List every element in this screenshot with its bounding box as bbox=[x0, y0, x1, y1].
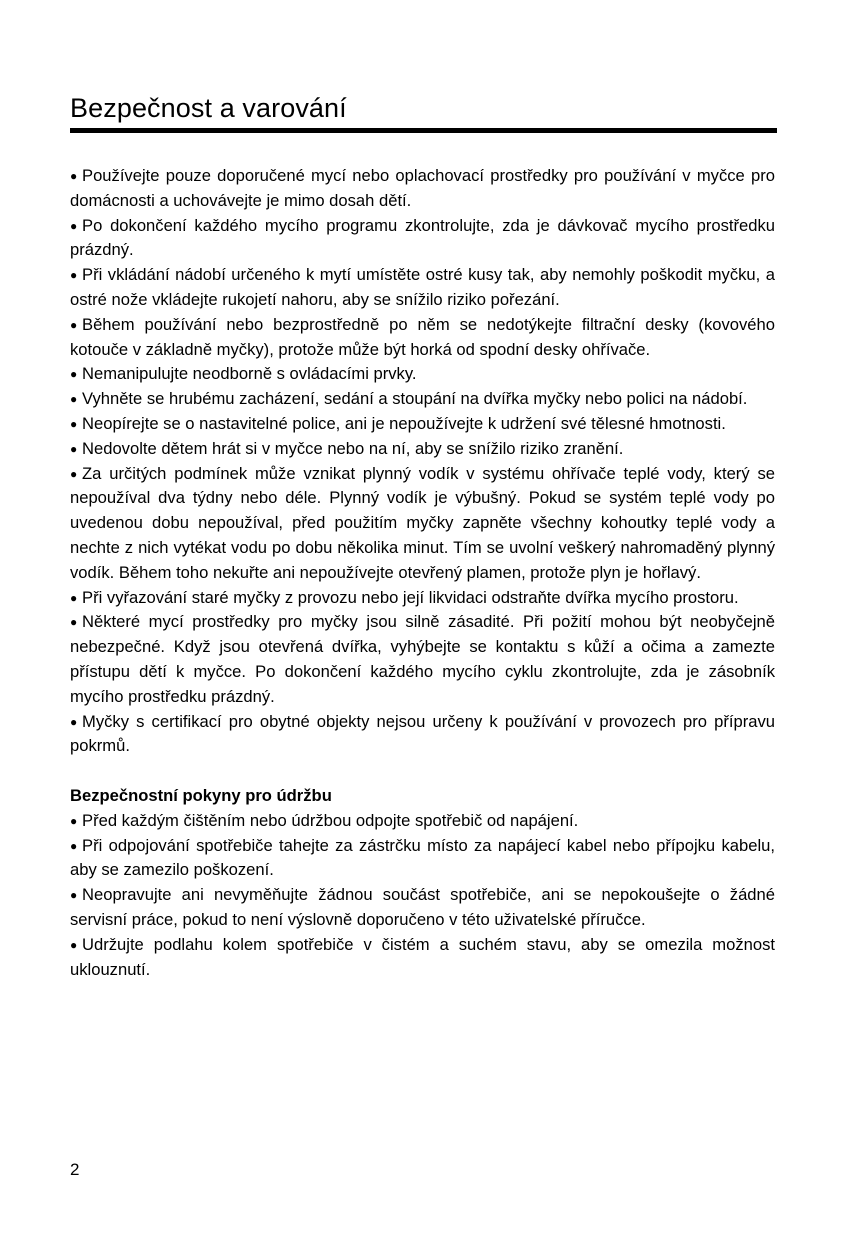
list-item-text: Některé mycí prostředky pro myčky jsou silně zásadité. Při požití mohou být neobyčejně nebezpečné. Když jsou otevřená dvířka, vyhýbejte se kontaktu s kůží a očima a zamezte přístupu dětí k myčce. Po dokončení každého mycího cyklu zkontrolujte, zda je zásobník mycího prostředku prázdný. bbox=[70, 612, 775, 706]
list-item-text: Myčky s certifikací pro obytné objekty nejsou určeny k používání v provozech pro přípravu pokrmů. bbox=[70, 711, 775, 756]
list-item bbox=[70, 834, 775, 884]
title-divider bbox=[70, 128, 777, 133]
list-item-text: Před každým čištěním nebo údržbou odpojte spotřebič od napájení. bbox=[82, 810, 579, 830]
bullet-icon: ● bbox=[70, 416, 78, 431]
list-item-text: Nemanipulujte neodborně s ovládacími prvky. bbox=[82, 364, 417, 384]
list-item bbox=[70, 933, 775, 983]
list-item bbox=[70, 610, 775, 709]
list-item-text: Při odpojování spotřebiče tahejte za zástrčku místo za napájecí kabel nebo přípojku kabelu, aby se zamezilo poškození. bbox=[70, 835, 775, 880]
list-item bbox=[70, 710, 775, 760]
bullet-icon: ● bbox=[70, 838, 78, 853]
list-item-text: Udržujte podlahu kolem spotřebiče v čistém a suchém stavu, aby se omezila možnost uklouznutí. bbox=[70, 934, 775, 979]
warnings-list bbox=[70, 164, 775, 759]
list-item bbox=[70, 809, 775, 834]
list-item-text: Neopravujte ani nevyměňujte žádnou součást spotřebiče, ani se nepokoušejte o žádné servisní práce, pokud to není výslovně doporučeno v této uživatelské příručce. bbox=[70, 885, 775, 929]
list-item bbox=[70, 313, 775, 363]
bullet-icon: ● bbox=[70, 466, 78, 481]
maintenance-list bbox=[70, 809, 775, 983]
list-item-text: Neopírejte se o nastavitelné police, ani je nepoužívejte k udržení své tělesné hmotnosti. bbox=[82, 413, 726, 433]
bullet-icon: ● bbox=[70, 218, 78, 233]
list-item-text: Při vyřazování staré myčky z provozu nebo její likvidaci odstraňte dvířka mycího prostoru. bbox=[82, 587, 739, 607]
list-item bbox=[70, 412, 775, 437]
bullet-icon: ● bbox=[70, 888, 78, 903]
list-item-text: Používejte pouze doporučené mycí nebo oplachovací prostředky pro používání v myčce pro domácnosti a uchovávejte je mimo dosah dětí. bbox=[70, 166, 775, 210]
page-number: 2 bbox=[70, 1160, 80, 1179]
list-item bbox=[70, 883, 775, 933]
list-item bbox=[70, 263, 775, 313]
list-item-text: Nedovolte dětem hrát si v myčce nebo na ní, aby se snížilo riziko zranění. bbox=[82, 438, 624, 458]
bullet-icon: ● bbox=[70, 441, 78, 456]
bullet-icon: ● bbox=[70, 317, 78, 332]
bullet-icon: ● bbox=[70, 714, 78, 729]
list-item bbox=[70, 586, 775, 611]
list-item bbox=[70, 214, 775, 264]
list-item-text: Při vkládání nádobí určeného k mytí umístěte ostré kusy tak, aby nemohly poškodit myčku, a ostré nože vkládejte rukojetí nahoru, aby se snížilo riziko pořezání. bbox=[70, 265, 775, 309]
bullet-icon: ● bbox=[70, 367, 78, 382]
bullet-icon: ● bbox=[70, 590, 78, 605]
bullet-icon: ● bbox=[70, 169, 78, 183]
list-item-text: Po dokončení každého mycího programu zkontrolujte, zda je dávkovač mycího prostředku prázdný. bbox=[70, 215, 775, 260]
list-item bbox=[70, 362, 775, 387]
bullet-icon: ● bbox=[70, 615, 78, 630]
bullet-icon: ● bbox=[70, 937, 78, 952]
page-title: Bezpečnost a varování bbox=[70, 93, 347, 123]
list-item-text: Během používání nebo bezprostředně po něm se nedotýkejte filtrační desky (kovového kotouče v základně myčky), protože může být horká od spodní desky ohřívače. bbox=[70, 314, 775, 359]
list-item bbox=[70, 462, 775, 586]
maintenance-heading: Bezpečnostní pokyny pro údržbu bbox=[70, 785, 332, 805]
list-item-text: Vyhněte se hrubému zacházení, sedání a stoupání na dvířka myčky nebo polici na nádobí. bbox=[82, 389, 748, 409]
list-item-text: Za určitých podmínek může vznikat plynný vodík v systému ohřívače teplé vody, který se nepoužíval dva týdny nebo déle. Plynný vodík je výbušný. Pokud se systém teplé vody po uvedenou dobu nepoužíval, před použitím myčky zapněte všechny kohoutky teplé vody a nechte z nich vytékat vodu po dobu několika minut. Tím se uvolní veškerý nahromaděný plynný vodík. Během toho nekuřte ani nepoužívejte otevřený plamen, protože plyn je hořlavý. bbox=[70, 463, 775, 582]
bullet-icon: ● bbox=[70, 813, 78, 828]
page-content bbox=[70, 164, 775, 982]
list-item bbox=[70, 387, 775, 412]
list-item bbox=[70, 164, 775, 214]
list-item bbox=[70, 437, 775, 462]
bullet-icon: ● bbox=[70, 392, 78, 407]
bullet-icon: ● bbox=[70, 268, 78, 283]
